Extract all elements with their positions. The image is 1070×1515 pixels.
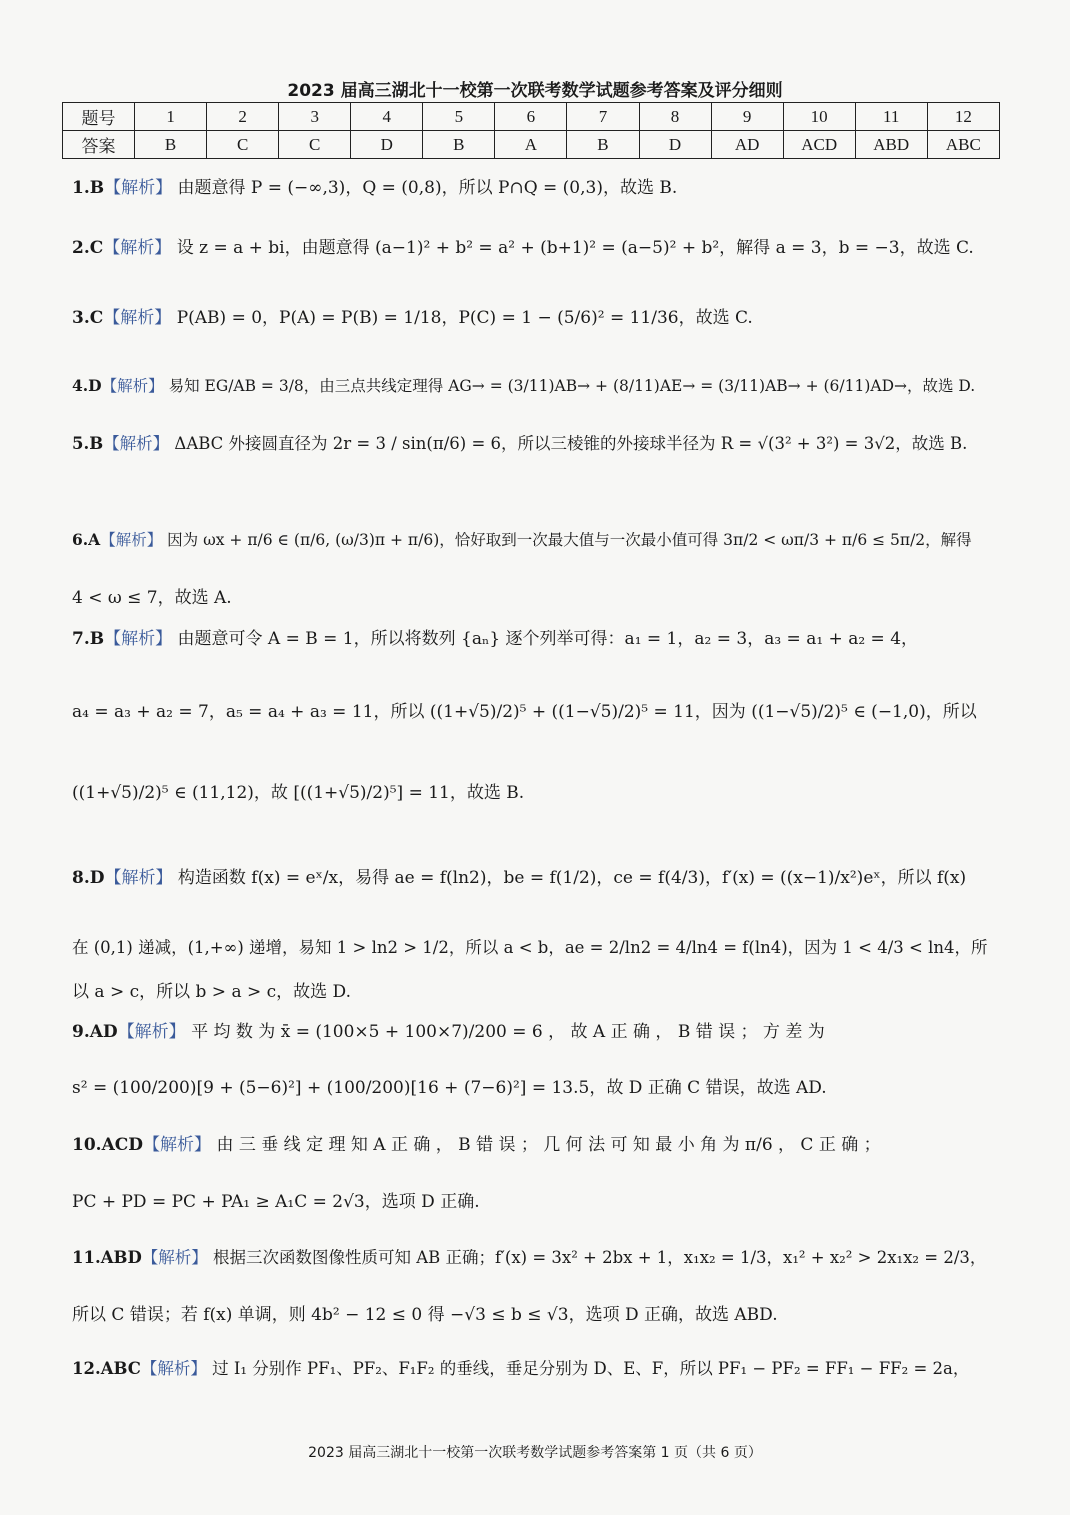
answer-table [62, 102, 1000, 159]
solution-q5 [72, 432, 992, 456]
question-label: 2.C [72, 238, 104, 258]
solution-q6-line2: 4 < ω ≤ 7，故选 A. [72, 588, 232, 608]
solution-q8-line1 [72, 866, 992, 890]
solution-text: P(AB) = 0，P(A) = P(B) = 1/18，P(C) = 1 − (5/6)² = 11/36，故选 C. [176, 308, 753, 328]
question-label: 11.ABD [72, 1248, 142, 1267]
question-number: 3 [279, 103, 351, 131]
document-title: 2023 届高三湖北十一校第一次联考数学试题参考答案及评分细则 [287, 81, 783, 101]
answer-cell: D [639, 131, 711, 159]
solution-q9-line1 [72, 1020, 992, 1044]
solution-text: 由题意得 P = (−∞,3)，Q = (0,8)，所以 P∩Q = (0,3)，故选 B. [177, 178, 678, 198]
solution-text: 由 三 垂 线 定 理 知 A 正 确 ， B 错 误 ； 几 何 法 可 知 最 小 角 为 π/6 ， C 正 确 ； [216, 1135, 881, 1155]
solution-q9-line2: s² = (100/200)[9 + (5−6)²] + (100/200)[16 + (7−6)²] = 13.5，故 D 正确 C 错误，故选 AD. [72, 1078, 827, 1098]
answer-cell: C [279, 131, 351, 159]
question-number-row [63, 103, 1000, 131]
question-label: 5.B [72, 434, 104, 453]
question-number: 7 [567, 103, 639, 131]
analysis-tag: 【解析】 [103, 308, 172, 328]
question-number: 8 [639, 103, 711, 131]
solution-text: 构造函数 f(x) = eˣ/x，易得 ae = f(ln2)，be = f(1/2)，ce = f(4/3)，f′(x) = ((x−1)/x²)eˣ，所以 f(x) [177, 868, 967, 888]
row-label: 题号 [63, 103, 135, 131]
analysis-tag: 【解析】 [104, 178, 173, 198]
answer-cell: ABC [927, 131, 999, 159]
answer-row [63, 131, 1000, 159]
question-label: 3.C [72, 308, 104, 328]
solution-q1 [72, 176, 992, 200]
question-label: 8.D [72, 868, 105, 888]
analysis-tag: 【解析】 [104, 629, 173, 649]
question-number: 4 [351, 103, 423, 131]
question-number: 6 [495, 103, 567, 131]
solution-q2 [72, 236, 992, 260]
question-number: 2 [207, 103, 279, 131]
question-number: 1 [135, 103, 207, 131]
question-label: 12.ABC [72, 1359, 141, 1378]
question-number: 11 [855, 103, 927, 131]
page-footer: 2023 届高三湖北十一校第一次联考数学试题参考答案第 1 页（共 6 页） [308, 1445, 762, 1461]
solution-q10-line2: PC + PD = PC + PA₁ ≥ A₁C = 2√3，选项 D 正确. [72, 1192, 480, 1212]
solution-q7-line1 [72, 627, 992, 651]
question-number: 12 [927, 103, 999, 131]
question-label: 1.B [72, 178, 105, 198]
analysis-tag: 【解析】 [104, 868, 173, 888]
answer-cell: B [135, 131, 207, 159]
solution-q8-line2: 在 (0,1) 递减，(1,+∞) 递增，易知 1 > ln2 > 1/2，所以 a < b，ae = 2/ln2 = 4/ln4 = f(ln4)，因为 1 < 4/3 < ln4，所 [72, 938, 988, 957]
solution-text: 根据三次函数图像性质可知 AB 正确；f′(x) = 3x² + 2bx + 1，x₁x₂ = 1/3，x₁² + x₂² > 2x₁x₂ = 2/3， [213, 1248, 987, 1267]
answer-cell: ACD [783, 131, 855, 159]
analysis-tag: 【解析】 [101, 377, 164, 395]
question-label: 10.ACD [72, 1135, 144, 1155]
solution-text: 平 均 数 为 x̄ = (100×5 + 100×7)/200 = 6 ， 故 A 正 确 ， B 错 误 ； 方 差 为 [191, 1022, 825, 1042]
answer-cell: A [495, 131, 567, 159]
solution-text: 因为 ωx + π/6 ∈ (π/6, (ω/3)π + π/6)，恰好取到一次最大值与一次最小值可得 3π/2 < ωπ/3 + π/6 ≤ 5π/2，解得 [167, 531, 972, 549]
solution-text: 易知 EG/AB = 3/8，由三点共线定理得 AG→ = (3/11)AB→ + (8/11)AE→ = (3/11)AB→ + (6/11)AD→，故选 D. [168, 377, 976, 395]
analysis-tag: 【解析】 [103, 238, 172, 258]
question-number: 9 [711, 103, 783, 131]
solution-q8-line3: 以 a > c，所以 b > a > c，故选 D. [72, 982, 351, 1002]
answer-cell: C [207, 131, 279, 159]
solution-q11-line2: 所以 C 错误；若 f(x) 单调，则 4b² − 12 ≤ 0 得 −√3 ≤ b ≤ √3，选项 D 正确，故选 ABD. [72, 1305, 778, 1325]
analysis-tag: 【解析】 [143, 1135, 212, 1155]
solution-q7-line3: ((1+√5)/2)⁵ ∈ (11,12)，故 [((1+√5)/2)⁵] = 11，故选 B. [72, 783, 525, 803]
solution-q4 [72, 374, 992, 398]
analysis-tag: 【解析】 [141, 1248, 208, 1267]
answer-cell: AD [711, 131, 783, 159]
answer-cell: B [567, 131, 639, 159]
question-label: 7.B [72, 629, 105, 649]
solution-q6-line1 [72, 528, 992, 552]
analysis-tag: 【解析】 [103, 434, 170, 453]
question-label: 9.AD [72, 1022, 118, 1042]
answer-cell: ABD [855, 131, 927, 159]
answer-cell: B [423, 131, 495, 159]
analysis-tag: 【解析】 [117, 1022, 186, 1042]
question-label: 4.D [72, 376, 102, 395]
solution-q7-line2: a₄ = a₃ + a₂ = 7，a₅ = a₄ + a₃ = 11，所以 ((1+√5)/2)⁵ + ((1−√5)/2)⁵ = 11，因为 ((1−√5)/2)⁵ ∈ (−1,0)，所以 [72, 702, 977, 722]
analysis-tag: 【解析】 [100, 531, 163, 549]
question-label: 6.A [72, 530, 101, 549]
solution-q10-line1 [72, 1133, 992, 1157]
solution-q12-line1 [72, 1357, 992, 1381]
answer-cell: D [351, 131, 423, 159]
solution-q11-line1 [72, 1246, 992, 1270]
analysis-tag: 【解析】 [140, 1359, 207, 1378]
row-label: 答案 [63, 131, 135, 159]
solution-text: 设 z = a + bi，由题意得 (a−1)² + b² = a² + (b+1)² = (a−5)² + b²，解得 a = 3，b = −3，故选 C. [176, 238, 974, 258]
solution-q3 [72, 306, 992, 330]
question-number: 10 [783, 103, 855, 131]
solution-text: 过 I₁ 分别作 PF₁、PF₂、F₁F₂ 的垂线，垂足分别为 D、E、F，所以 PF₁ − PF₂ = FF₁ − FF₂ = 2a， [212, 1359, 970, 1378]
solution-text: 由题意可令 A = B = 1，所以将数列 {aₙ} 逐个列举可得：a₁ = 1，a₂ = 3，a₃ = a₁ + a₂ = 4， [177, 629, 919, 649]
question-number: 5 [423, 103, 495, 131]
solution-text: ΔABC 外接圆直径为 2r = 3 / sin(π/6) = 6，所以三棱锥的外接球半径为 R = √(3² + 3²) = 3√2，故选 B. [174, 434, 968, 453]
